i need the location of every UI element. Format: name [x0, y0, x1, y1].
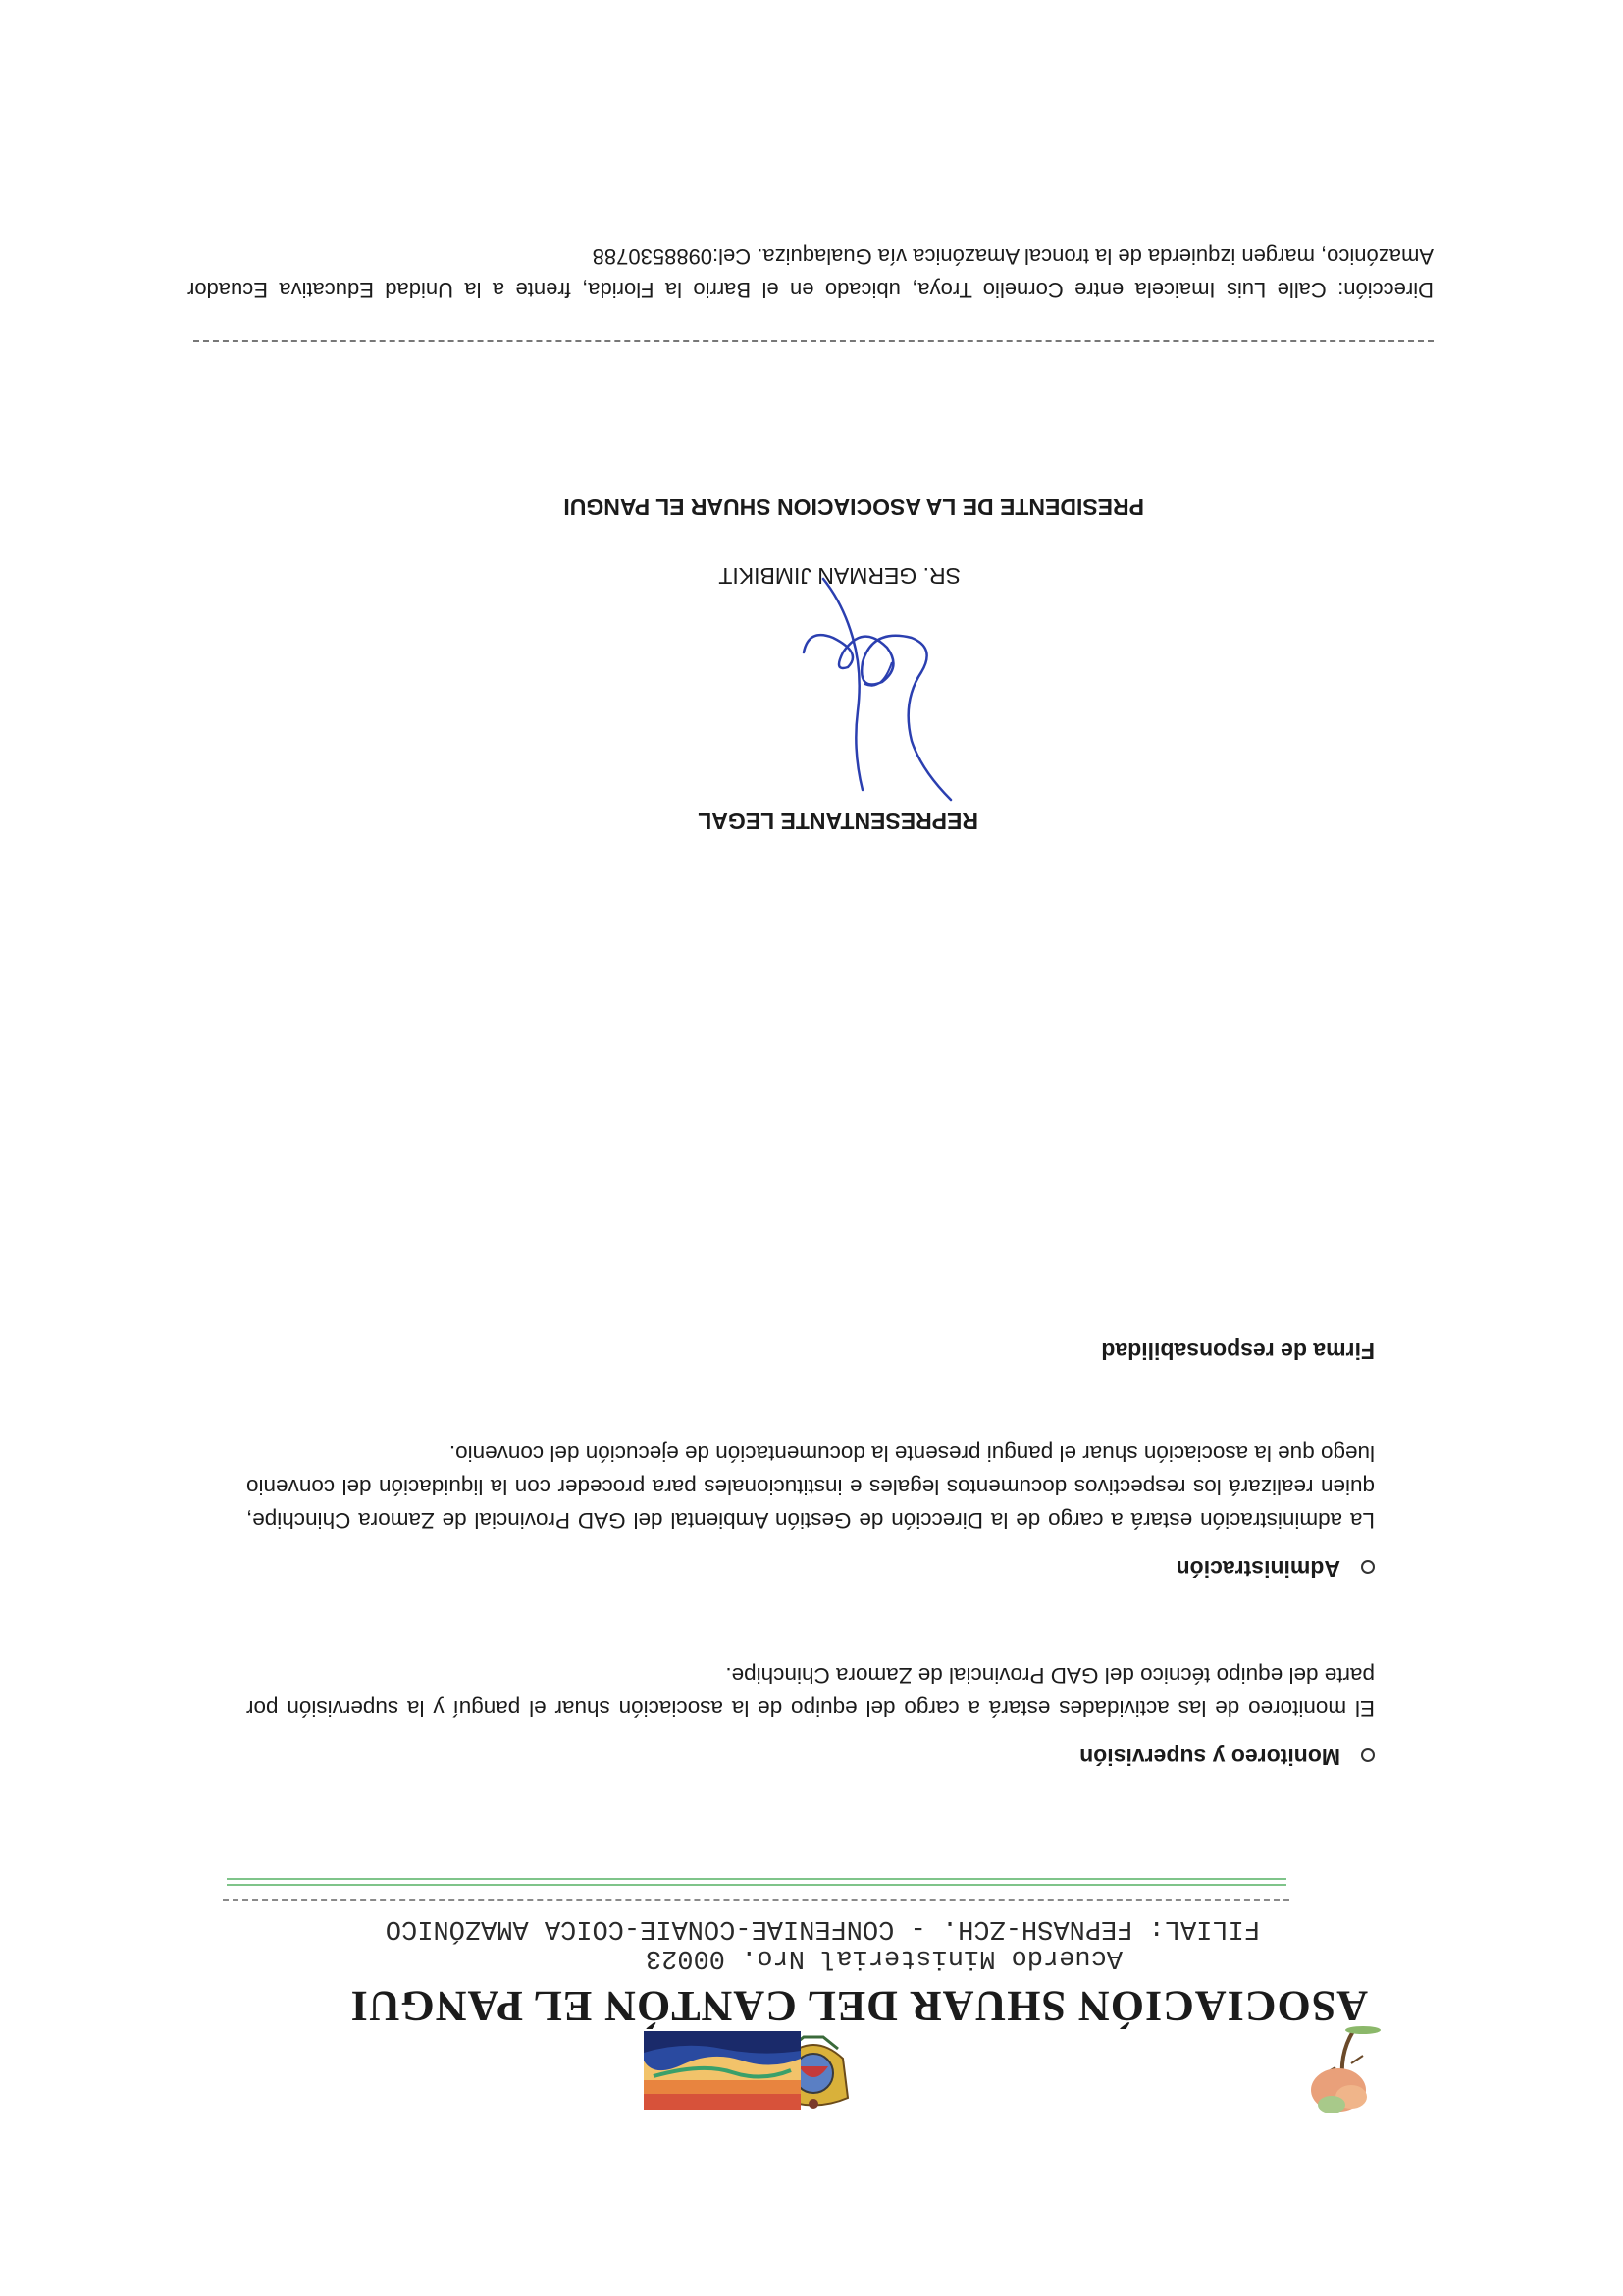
header-green-rule-second — [227, 1878, 1286, 1880]
section-heading-responsibility: Firma de responsabilidad — [1101, 1338, 1375, 1364]
section-heading-monitoring: Monitoreo y supervisión — [1079, 1745, 1340, 1770]
administration-paragraph: La administración estará a cargo de la Dirección de Gestión Ambiental del GAD Provincial de Zamora Chinchipe, quien realizará los respectivos documentos legales e institucionales para proceder con la liquidación del convenio luego que la asociación shuar el pangui presente la documentación de ejecución del convenio. — [246, 1441, 1375, 1533]
landscape-logo-icon — [644, 2031, 801, 2110]
organization-title: ASOCIACIÓN SHUAR DEL CANTÓN EL PANGUI — [349, 1982, 1368, 2030]
signatory-name: SR. GERMAN JIMBIKIT — [718, 563, 961, 589]
header-green-rule — [227, 1884, 1286, 1886]
signatory-position: PRESIDENTE DE LA ASOCIACION SHUAR EL PANGUI — [563, 495, 1144, 520]
letterhead — [0, 1913, 1623, 2296]
monitoring-paragraph: El monitoreo de las actividades estará a cargo del equipo de la asociación shuar el panguí y la supervisión por parte del equipo técnico del GAD Provincial de Zamora Chinchipe. — [246, 1663, 1375, 1721]
footer-dashed-divider — [193, 340, 1434, 342]
bullet-icon — [1361, 1560, 1375, 1574]
footer-address: Dirección: Calle Luis Imaicela entre Cornelio Troya, ubicado en el Barrio la Florida, frente a la Unidad Educativa Ecuador Amazónico, margen izquierda de la troncal Amazónica vía Gualaquiza. Cel:0988530788 — [187, 244, 1434, 302]
handwritten-signature-icon — [784, 569, 980, 809]
header-dashed-divider — [223, 1899, 1289, 1901]
section-heading-administration: Administración — [1176, 1556, 1340, 1582]
legal-representative-label: REPRESENTANTE LEGAL — [698, 809, 978, 834]
affiliation-line: FILIAL: FEPNASH-ZCH. - CONFENIAE-CONAIE-COICA AMAZÓNICO — [385, 1913, 1260, 1943]
bullet-icon — [1361, 1748, 1375, 1762]
tree-logo-icon — [1284, 2016, 1392, 2124]
ministerial-agreement: Acuerdo Ministerial Nro. 00023 — [645, 1943, 1123, 1972]
